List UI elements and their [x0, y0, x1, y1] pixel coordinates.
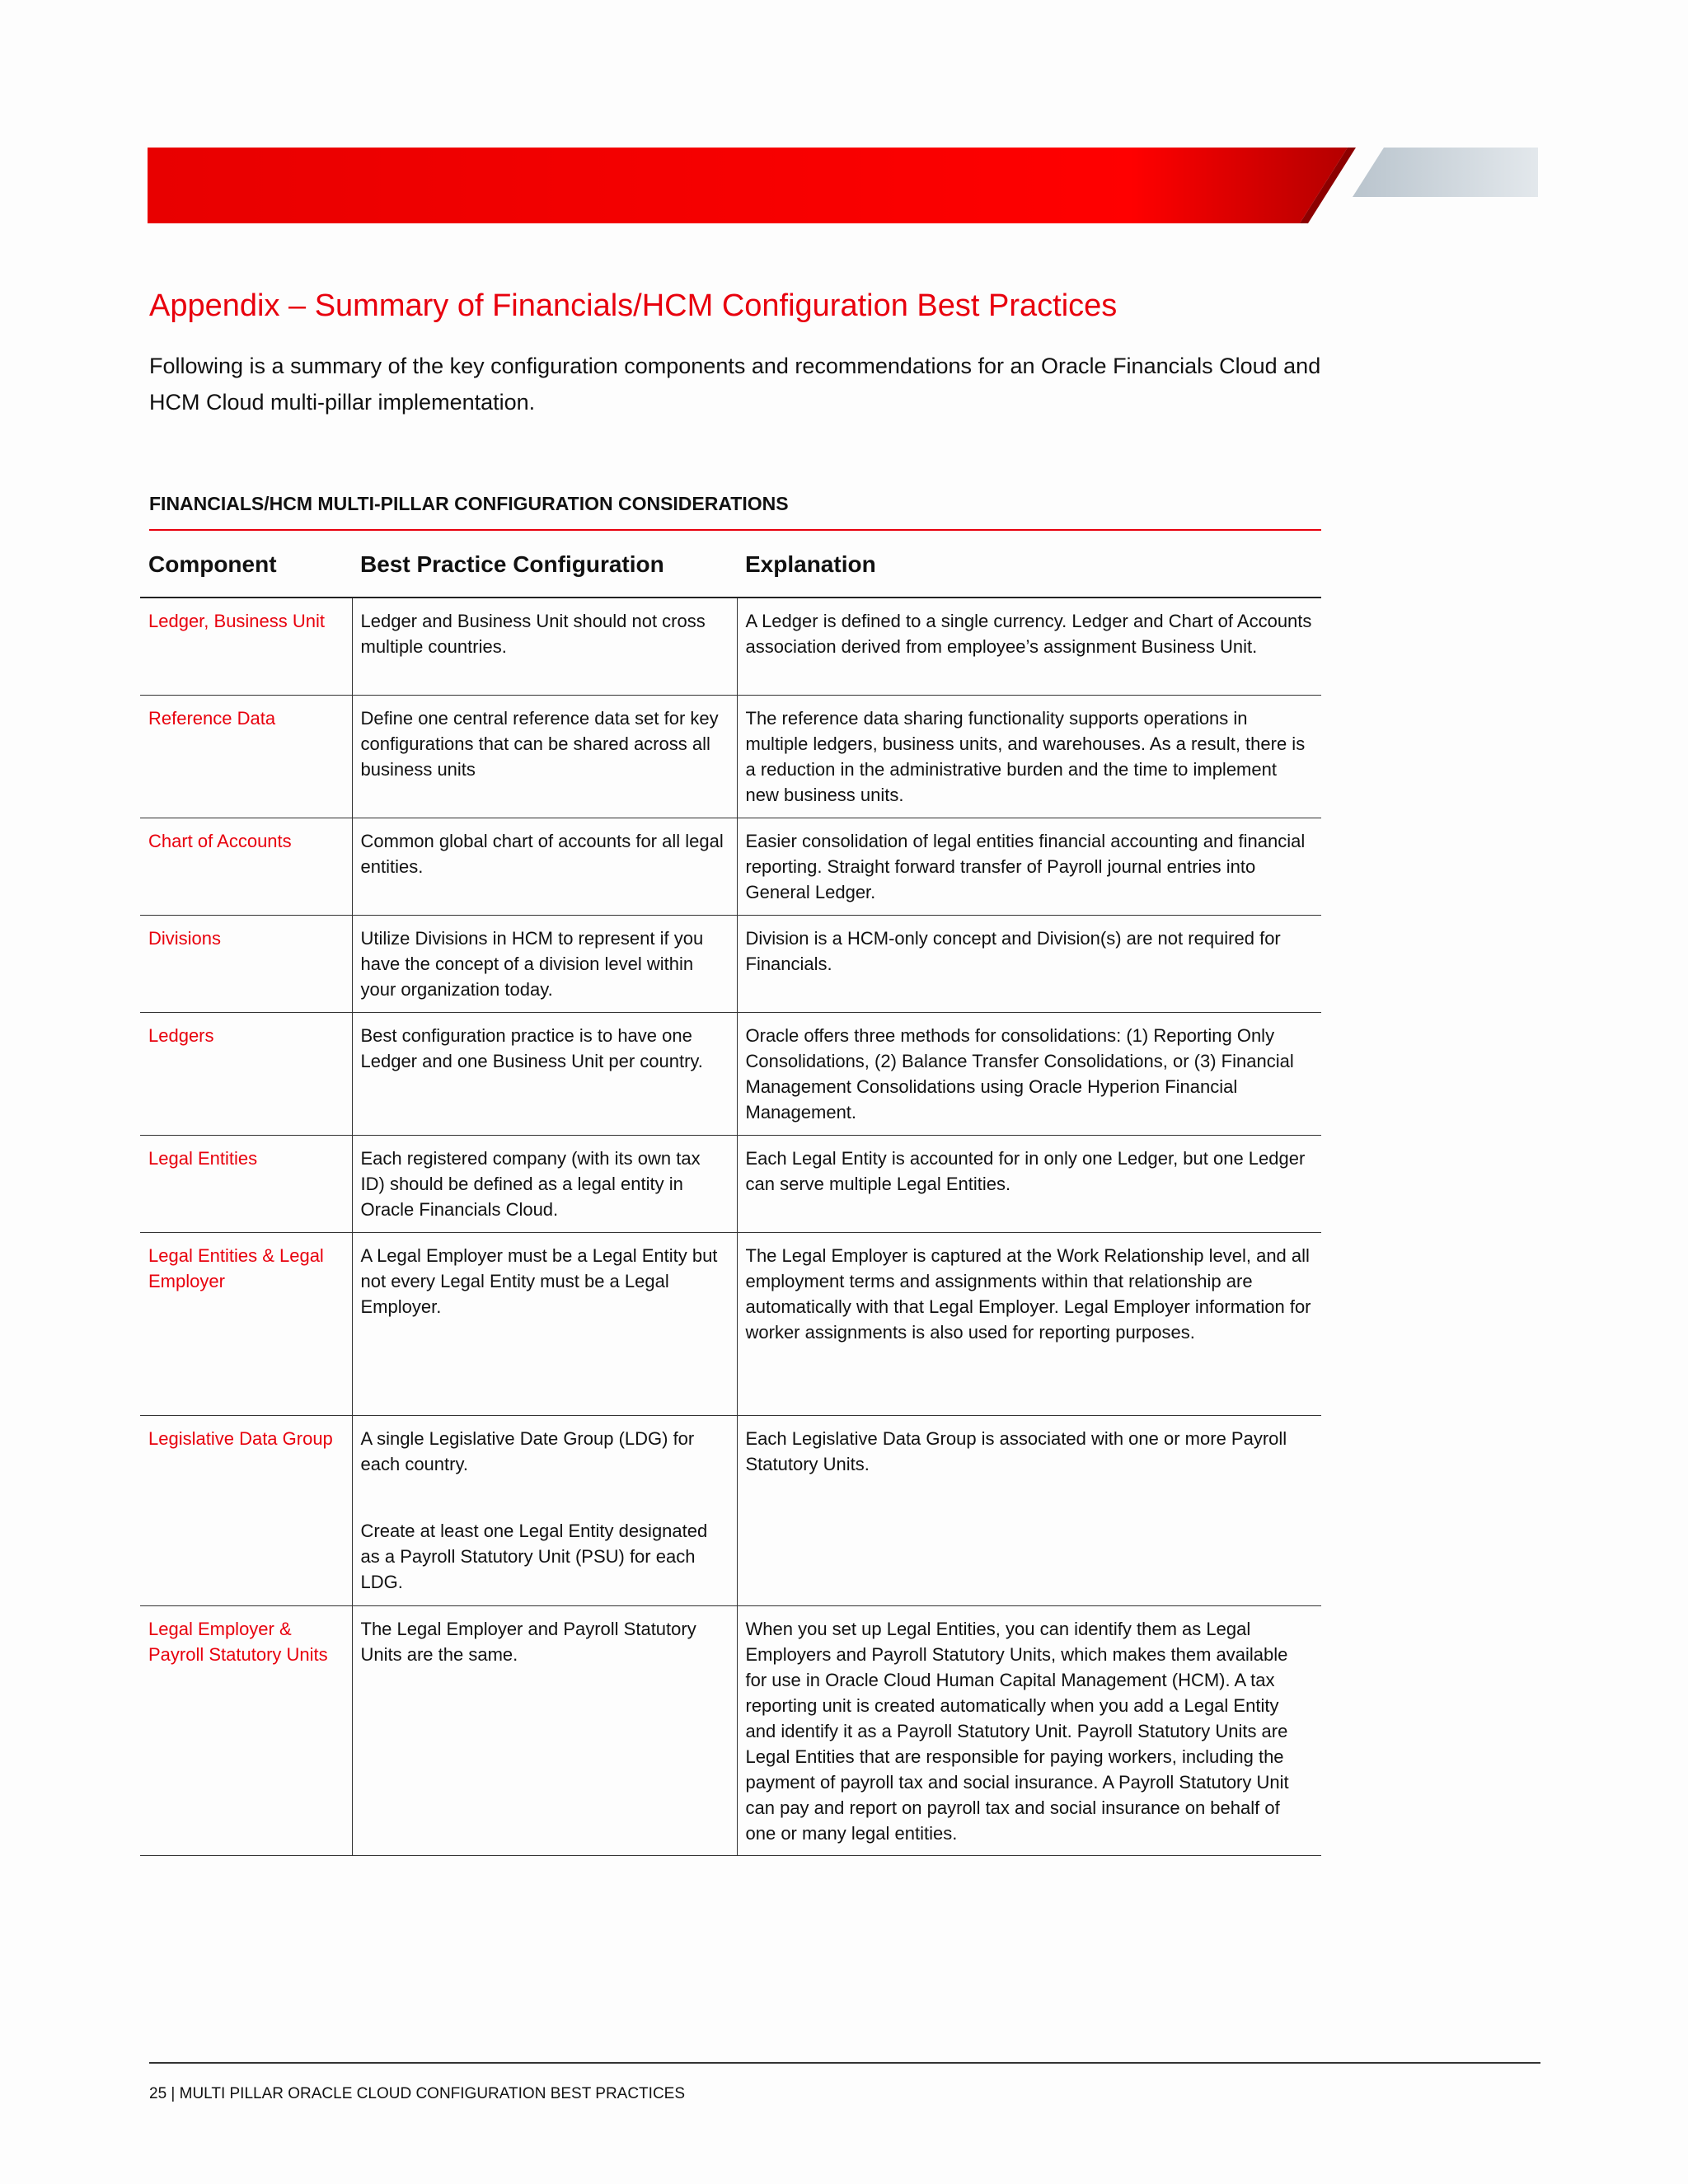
table-row: [140, 1415, 1321, 1605]
footer-divider: [149, 2062, 1540, 2064]
practice-text: A single Legislative Date Group (LDG) for each country.: [360, 1427, 695, 1474]
explanation-cell: When you set up Legal Entities, you can identify them as Legal Employers and Payroll Statutory Units, which makes them available for use in Oracle Cloud Human Capital Management (HCM). A tax reporting unit is created automatically when you add a Legal Entity and identify it as a Payroll Statutory Unit. Payroll Statutory Units are Legal Entities that are responsible for paying workers, including the payment of payroll tax and social insurance. A Payroll Statutory Unit can pay and report on payroll tax and social insurance on behalf of one or many legal entities.: [737, 1605, 1321, 1855]
header-banner: [148, 148, 1538, 223]
header-best-practice: Best Practice Configuration: [352, 532, 737, 598]
component-cell: Legal Entities: [140, 1135, 352, 1232]
header-explanation: Explanation: [737, 532, 1321, 598]
practice-cell: Best configuration practice is to have one Ledger and one Business Unit per country.: [352, 1012, 737, 1135]
best-practices-table: [140, 532, 1321, 1856]
component-cell: Ledger, Business Unit: [140, 598, 352, 695]
explanation-cell: Oracle offers three methods for consolidations: (1) Reporting Only Consolidations, (2) Balance Transfer Consolidations, or (3) Financial Management Consolidations using Oracle Hyperion Financial Management.: [737, 1012, 1321, 1135]
practice-cell: Each registered company (with its own tax ID) should be defined as a legal entity in Oracle Financials Cloud.: [352, 1135, 737, 1232]
explanation-cell: Division is a HCM-only concept and Division(s) are not required for Financials.: [737, 915, 1321, 1012]
caption-divider: [149, 529, 1321, 531]
component-cell: Divisions: [140, 915, 352, 1012]
practice-cell: A Legal Employer must be a Legal Entity but not every Legal Entity must be a Legal Employer.: [352, 1232, 737, 1415]
practice-cell: Utilize Divisions in HCM to represent if you have the concept of a division level within your organization today.: [352, 915, 737, 1012]
header-component: Component: [140, 532, 352, 598]
explanation-cell: Easier consolidation of legal entities financial accounting and financial reporting. Straight forward transfer of Payroll journal entries into General Ledger.: [737, 818, 1321, 915]
table-caption: FINANCIALS/HCM MULTI-PILLAR CONFIGURATION CONSIDERATIONS: [149, 493, 789, 514]
table-row: [140, 1232, 1321, 1415]
practice-text-2: Create at least one Legal Entity designated as a Payroll Statutory Unit (PSU) for each LDG.: [360, 1520, 708, 1592]
table-row: [140, 915, 1321, 1012]
explanation-cell: Each Legislative Data Group is associated with one or more Payroll Statutory Units.: [737, 1415, 1321, 1605]
table-row: [140, 1012, 1321, 1135]
explanation-cell: Each Legal Entity is accounted for in only one Ledger, but one Ledger can serve multiple Legal Entities.: [737, 1135, 1321, 1232]
component-cell: Legal Employer & Payroll Statutory Units: [140, 1605, 352, 1855]
table-row: [140, 818, 1321, 915]
component-cell: Legal Entities & Legal Employer: [140, 1232, 352, 1415]
component-cell: Ledgers: [140, 1012, 352, 1135]
table-row: [140, 695, 1321, 818]
table-row: [140, 1135, 1321, 1232]
table-row: [140, 1605, 1321, 1855]
component-cell: Reference Data: [140, 695, 352, 818]
explanation-cell: The reference data sharing functionality supports operations in multiple ledgers, business units, and warehouses. As a result, there is a reduction in the administrative burden and the time to implement new business units.: [737, 695, 1321, 818]
component-cell: Legislative Data Group: [140, 1415, 352, 1605]
explanation-cell: A Ledger is defined to a single currency. Ledger and Chart of Accounts association derived from employee’s assignment Business Unit.: [737, 598, 1321, 695]
practice-cell: Ledger and Business Unit should not cross multiple countries.: [352, 598, 737, 695]
component-cell: Chart of Accounts: [140, 818, 352, 915]
table-header-row: [140, 532, 1321, 598]
page-footer: 25 | MULTI PILLAR ORACLE CLOUD CONFIGURATION BEST PRACTICES: [149, 2085, 686, 2102]
practice-cell: [352, 1415, 737, 1605]
intro-paragraph: Following is a summary of the key configuration components and recommendations for an Oracle Financials Cloud and HCM Cloud multi-pillar implementation.: [149, 354, 1321, 415]
page-title: Appendix – Summary of Financials/HCM Configuration Best Practices: [149, 288, 1118, 323]
explanation-cell: The Legal Employer is captured at the Work Relationship level, and all employment terms and assignments within that relationship are automatically with that Legal Employer. Legal Employer information for worker assignments is also used for reporting purposes.: [737, 1232, 1321, 1415]
practice-cell: The Legal Employer and Payroll Statutory Units are the same.: [352, 1605, 737, 1855]
practice-cell: Common global chart of accounts for all legal entities.: [352, 818, 737, 915]
table-row: [140, 598, 1321, 695]
practice-cell: Define one central reference data set for key configurations that can be shared across all business units: [352, 695, 737, 818]
